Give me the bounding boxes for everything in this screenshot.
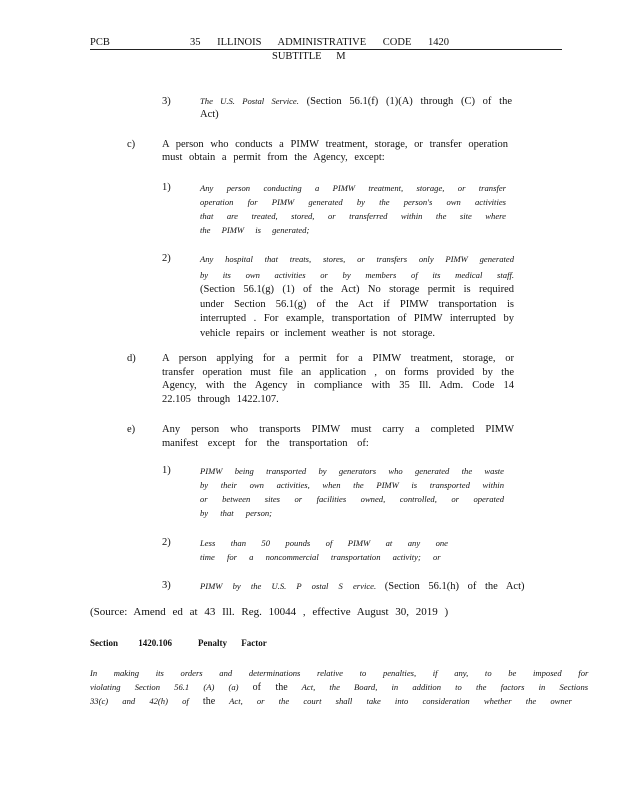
item-c2-plain: (Section 56.1(g) (1) of the Act) No storage permit is required under Section 56.1(g) of the Act if PIMW transportation is interrupted . For example, transportation of PIMW interrupted by vehicle repairs or inclement weather is not storage.: [200, 284, 514, 339]
item-c-text: A person who conducts a PIMW treatment, storage, or transfer operation must obtain a permit from the Agency, except:: [162, 139, 508, 163]
header-subtitle: SUBTITLE M: [272, 51, 346, 62]
header-rule: [90, 49, 562, 50]
item-b3-italic: The U.S. Postal Service.: [200, 96, 299, 106]
item-c1-number: 1): [162, 182, 171, 193]
item-e-label: e): [127, 424, 136, 435]
final-line-3-c: Act, or the court shall take into consideration whether the owner: [215, 696, 572, 706]
final-line-2-c: Act, the Board, in addition to the factors in Sections: [287, 682, 589, 692]
item-e2-text: Less than 50 pounds of PIMW at any one time for a noncommercial transportation activity; or: [200, 538, 448, 562]
final-line-3: [90, 694, 572, 709]
item-c2-italic: Any hospital that treats, stores, or transfers only PIMW generated by its own activities or by members of its medical staff.: [200, 254, 514, 280]
final-line-3-a: 33(c) and 42(h) of: [90, 696, 203, 706]
item-d-label: d): [127, 353, 136, 364]
item-e1-number: 1): [162, 465, 171, 476]
final-line-2: [90, 680, 589, 695]
item-e3-text: [200, 579, 525, 593]
item-b3-text: [200, 95, 512, 121]
final-line-1: In making its orders and determinations relative to penalties, if any, to be imposed for: [90, 668, 589, 678]
item-e3-number: 3): [162, 580, 171, 591]
item-d-text: A person applying for a permit for a PIMW treatment, storage, or transfer operation must file an application , on forms provided by the Agency, with the Agency in compliance with 35 Ill. Adm. Code 14 22.105 through 1422.107.: [162, 353, 514, 405]
item-e3-italic: PIMW by the U.S. P ostal S ervice.: [200, 581, 377, 591]
section-title: Penalty Factor: [198, 638, 267, 648]
item-e2-number: 2): [162, 537, 171, 548]
section-number: Section 1420.106: [90, 638, 172, 648]
item-c-label: c): [127, 139, 136, 150]
item-e1-text: PIMW being transported by generators who generated the waste by their own activities, when the PIMW is transported within or between sites or facilities owned, controlled, or operated by that person;: [200, 466, 504, 518]
item-c2-text: [200, 252, 514, 341]
final-line-3-b: the: [202, 696, 216, 707]
final-line-2-b: of the: [252, 682, 288, 693]
header-title: 35 ILLINOIS ADMINISTRATIVE CODE 1420: [190, 37, 449, 48]
item-b3-number: 3): [162, 96, 171, 107]
item-b3-citation: (Section 56.1(f) (1)(A) through (C) of the Act): [200, 96, 512, 120]
header-left: PCB: [90, 37, 110, 48]
source-note: (Source: Amend ed at 43 Ill. Reg. 10044 , effective August 30, 2019 ): [90, 606, 449, 618]
item-e3-citation: (Section 56.1(h) of the Act): [384, 581, 525, 592]
item-c2-number: 2): [162, 253, 171, 264]
item-c1-text: Any person conducting a PIMW treatment, storage, or transfer operation for PIMW generated by the person's own activities that are treated, stored, or transferred within the site where the PIMW is generated;: [200, 183, 506, 235]
item-e-text: Any person who transports PIMW must carry a completed PIMW manifest except for the transportation of:: [162, 424, 514, 449]
final-line-2-a: violating Section 56.1 (A) (a): [90, 682, 253, 692]
